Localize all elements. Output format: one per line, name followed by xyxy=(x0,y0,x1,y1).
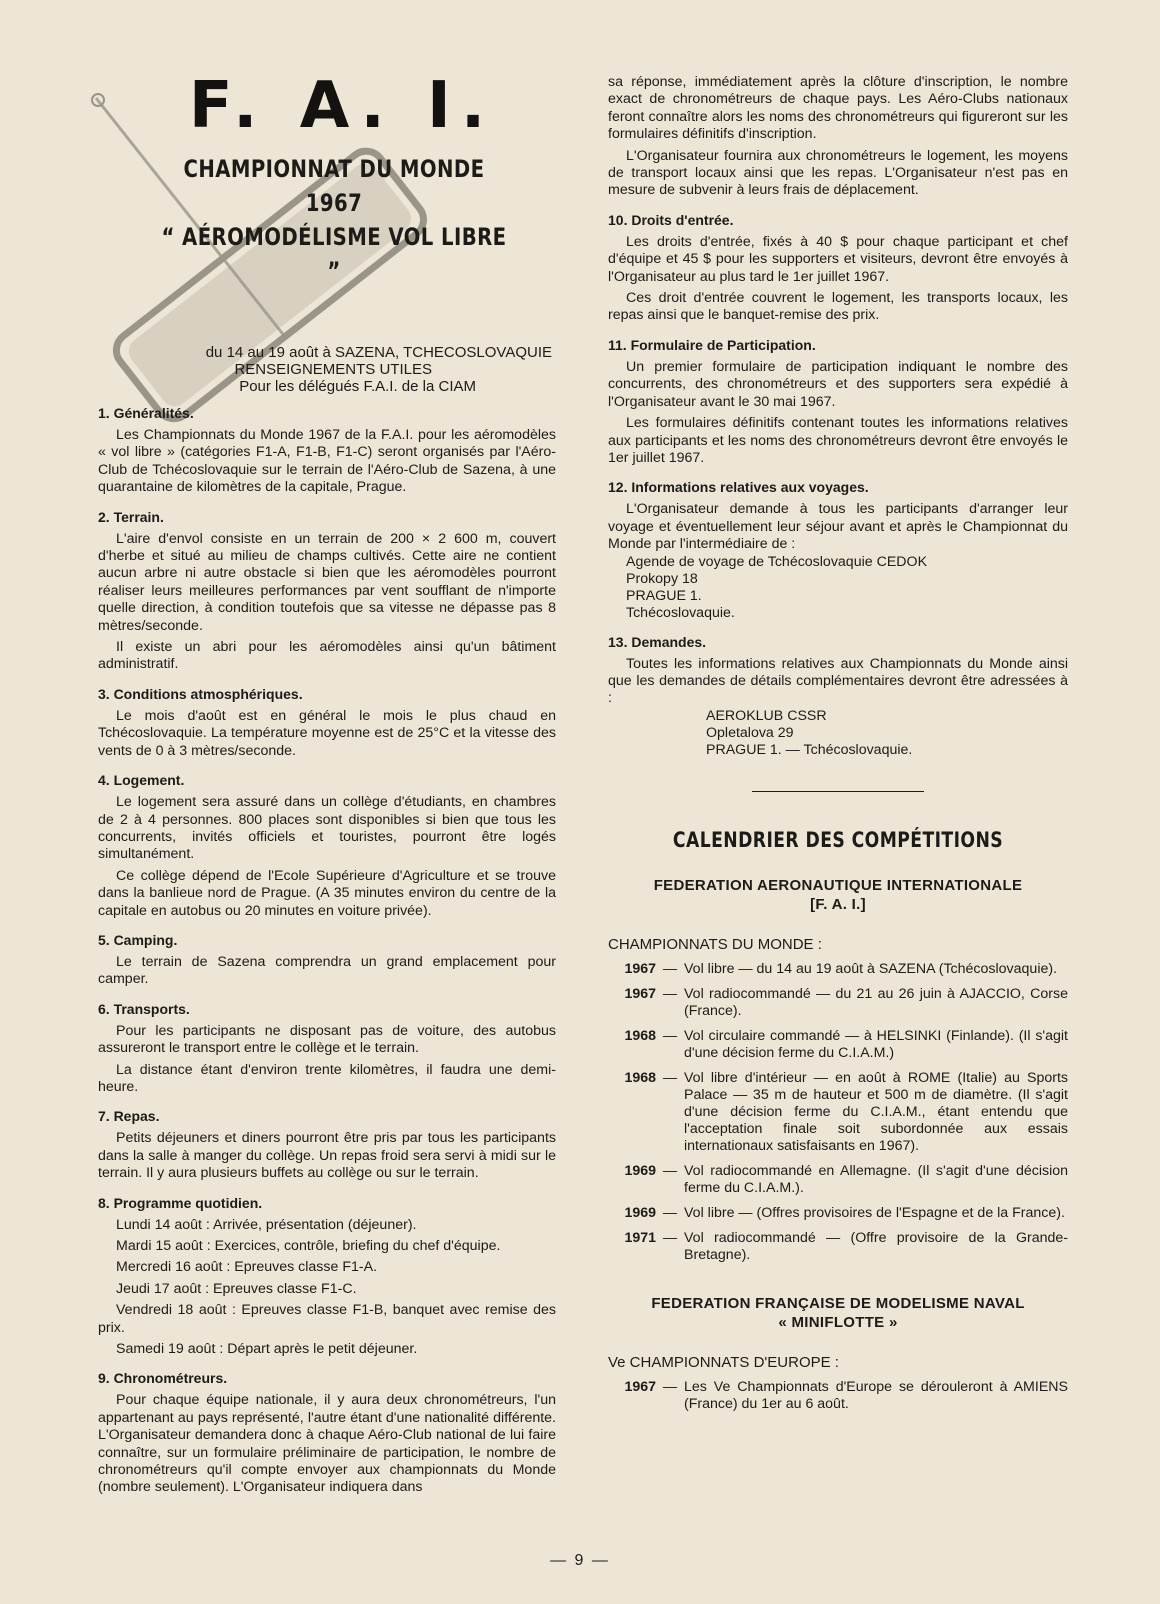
dash: — xyxy=(662,1069,678,1086)
paragraph: Les formulaires définitifs contenant toutes les informations relatives aux participants et les noms des chronométreurs devront être envoyés le 1er juillet 1967. xyxy=(608,415,1068,466)
event-year: 1969 xyxy=(624,1204,656,1221)
section-heading: 13. Demandes. xyxy=(608,633,707,650)
dash: — xyxy=(662,1027,678,1044)
event-item xyxy=(608,1230,1068,1264)
event-year: 1967 xyxy=(624,1378,656,1395)
championship-title: CHAMPIONNAT DU MONDE 1967 xyxy=(183,155,485,217)
left-column xyxy=(98,70,556,1497)
championship-subtitle: “ AÉROMODÉLISME VOL LIBRE ” xyxy=(161,223,507,285)
daily-schedule xyxy=(98,1217,556,1359)
dash: — xyxy=(662,960,678,977)
address-line: AEROKLUB CSSR xyxy=(706,707,827,724)
schedule-item: Lundi 14 août : Arrivée, présentation (déjeuner). xyxy=(116,1216,417,1233)
event-item xyxy=(608,1379,1068,1413)
paragraph: Pour les participants ne disposant pas de voiture, des autobus assureront le transport entre le collège et le terrain. xyxy=(98,1022,556,1057)
paragraph: L'Organisateur demande à tous les participants d'arranger leur voyage et éventuellement leur séjour avant et après le Championnat du Monde par l'intermédiaire de : xyxy=(608,501,1068,553)
event-year: 1969 xyxy=(624,1162,656,1179)
event-year: 1968 xyxy=(624,1027,656,1044)
paragraph: Ce collège dépend de l'Ecole Supérieure d'Agriculture et se trouve dans la banlieue nord de Prague. (A 35 minutes environ du centre de la capitale en autobus ou 20 minutes en voiture privée). xyxy=(98,867,556,919)
org-title xyxy=(608,1294,1068,1332)
address-line: Agende de voyage de Tchécoslovaquie CEDOK xyxy=(626,553,928,570)
paragraph: Il existe un abri pour les aéromodèles ainsi qu'un bâtiment administratif. xyxy=(98,639,556,673)
paragraph: Pour chaque équipe nationale, il y aura deux chronométreurs, l'un appartenant au pays représenté, l'autre étant d'une nationalité différente. L'Organisateur demandera donc à chaque Aéro-Club national de lui faire connaître, sur un formulaire préliminaire de participation, le nombre de chronométreurs qu'il compte envoyer aux championnats du Monde (nombre seulement). L'Organisateur indiquera dans xyxy=(98,1392,556,1496)
event-list xyxy=(608,1379,1068,1413)
org-name: FEDERATION FRANÇAISE DE MODELISME NAVAL xyxy=(651,1294,1025,1312)
section-heading: 4. Logement. xyxy=(98,772,185,789)
address-line: PRAGUE 1. xyxy=(626,587,702,604)
section-heading: 9. Chronométreurs. xyxy=(98,1370,228,1387)
paragraph: L'aire d'envol consiste en un terrain de 200 × 2 600 m, couvert d'herbe et situé au milieu de champs cultivés. Cette aire ne contient aucun arbre ni autre obstacle si bien que les aéromodèles pourront réaliser leurs meilleures performances par vent soufflant de n'importe quelle direction, à condition toutefois que sa vitesse ne dépasse pas 8 mètres/seconde. xyxy=(98,530,556,634)
event-text: Vol radiocommandé — (Offre provisoire de la Grande-Bretagne). xyxy=(684,1229,1068,1263)
dash: — xyxy=(662,1204,678,1221)
paragraph: Petits déjeuners et diners pourront être pris par tous les participants dans la salle à manger du collège. Un repas froid sera servi à midi sur le terrain. Il y aura plusieurs buffets au collège ou sur le terrain. xyxy=(98,1130,556,1182)
section-heading: 10. Droits d'entrée. xyxy=(608,211,734,228)
section-heading: 1. Généralités. xyxy=(98,405,194,421)
event-text: Vol libre — du 14 au 19 août à SAZENA (Tchécoslovaquie). xyxy=(684,960,1058,977)
event-text: Vol radiocommandé — du 21 au 26 juin à AJACCIO, Corse (France). xyxy=(684,985,1068,1019)
section-heading: 3. Conditions atmosphériques. xyxy=(98,685,303,702)
address-line: Tchécoslovaquie. xyxy=(626,604,735,621)
paragraph: Ces droit d'entrée couvrent le logement, les transports locaux, les repas ainsi que le banquet-remise des prix. xyxy=(608,290,1068,324)
section-heading: 7. Repas. xyxy=(98,1108,160,1125)
paragraph: Le terrain de Sazena comprendra un grand emplacement pour camper. xyxy=(98,953,556,988)
schedule-item: Mercredi 16 août : Epreuves classe F1-A. xyxy=(116,1259,378,1276)
event-item xyxy=(608,1205,1068,1222)
paragraph: Les droits d'entrée, fixés à 40 $ pour chaque participant et chef d'équipe et 45 $ pour les supporters et visiteurs, devront être envoyés à l'Organisateur au plus tard le 1er juillet 1967. xyxy=(608,233,1068,285)
event-text: Vol libre — (Offres provisoires de l'Espagne et de la France). xyxy=(684,1204,1065,1221)
address-line: Opletalova 29 xyxy=(706,724,794,741)
schedule-item: Samedi 19 août : Départ après le petit déjeuner. xyxy=(116,1341,418,1358)
info-heading: RENSEIGNEMENTS UTILES xyxy=(234,361,432,378)
address-line: PRAGUE 1. — Tchécoslovaquie. xyxy=(706,741,913,758)
dash: — xyxy=(662,1229,678,1246)
schedule-item: Mardi 15 août : Exercices, contrôle, briefing du chef d'équipe. xyxy=(116,1238,501,1254)
address-line: Prokopy 18 xyxy=(626,570,698,587)
paragraph: Le logement sera assuré dans un collège d'étudiants, en chambres de 2 à 4 personnes. 800 places sont disponibles si bien que tous les concurrents, invités officiels et touristes, pourront être logés simultanément. xyxy=(98,794,556,863)
dash: — xyxy=(662,1378,678,1395)
page-title: F. A. I. xyxy=(188,69,496,143)
audience-line: Pour les délégués F.A.I. de la CIAM xyxy=(239,378,476,395)
dash: — xyxy=(662,1162,678,1179)
event-list xyxy=(608,961,1068,1264)
event-year: 1967 xyxy=(624,960,656,977)
schedule-item: Vendredi 18 août : Epreuves classe F1-B, banquet avec remise des prix. xyxy=(98,1302,556,1336)
event-text: Les Ve Championnats d'Europe se dérouleront à AMIENS (France) du 1er au 6 août. xyxy=(684,1378,1068,1412)
address-block xyxy=(706,708,1068,759)
event-text: Vol radiocommandé en Allemagne. (Il s'agit d'une décision ferme du C.I.A.M.). xyxy=(684,1162,1068,1196)
event-item xyxy=(608,1028,1068,1062)
paragraph: sa réponse, immédiatement après la clôture d'inscription, le nombre exact de chronométreurs de chaque pays. Les Aéro-Clubs nationaux feront connaître alors les noms des chronométreurs qui figureront sur les formulaires définitifs d'inscription. xyxy=(608,74,1068,143)
event-year: 1967 xyxy=(624,985,656,1002)
section-heading: 5. Camping. xyxy=(98,931,178,948)
section-heading: 2. Terrain. xyxy=(98,508,164,525)
event-item xyxy=(608,986,1068,1020)
paragraph: Un premier formulaire de participation indiquant le nombre des concurrents, des chronométreurs et des supporters sera expédié à l'Organisateur avant le 30 mai 1967. xyxy=(608,358,1068,410)
paragraph: L'Organisateur fournira aux chronométreurs le logement, les moyens de transport locaux ainsi que les repas. L'Organisateur n'est pas en mesure de subvenir à leurs frais de déplacement. xyxy=(608,147,1068,199)
section-heading: 6. Transports. xyxy=(98,1000,190,1017)
section-heading: 8. Programme quotidien. xyxy=(98,1194,263,1211)
section-heading: 11. Formulaire de Participation. xyxy=(608,336,816,353)
paragraph: Toutes les informations relatives aux Championnats du Monde ainsi que les demandes de détails complémentaires devront être adressées à : xyxy=(608,655,1068,707)
org-title xyxy=(608,876,1068,914)
event-text: Vol libre d'intérieur — en août à ROME (Italie) au Sports Palace — 35 m de hauteur et 500 m de diamètre. (Il s'agit d'une décision ferme du C.I.A.M., étant entendu que l'acceptation finale soit subordonnée aux essais internationaux satisfaisants en 1967). xyxy=(684,1069,1068,1154)
event-item xyxy=(608,1070,1068,1155)
section-divider xyxy=(752,791,924,792)
org-subtitle: « MINIFLOTTE » xyxy=(778,1313,898,1331)
schedule-item: Jeudi 17 août : Epreuves classe F1-C. xyxy=(116,1280,357,1297)
org-abbr: [F. A. I.] xyxy=(810,895,866,913)
org-name: FEDERATION AERONAUTIQUE INTERNATIONALE xyxy=(653,876,1023,894)
event-text: Vol circulaire commandé — à HELSINKI (Finlande). (Il s'agit d'une décision ferme du C.I.A.M.) xyxy=(684,1027,1068,1061)
group-label: CHAMPIONNATS DU MONDE : xyxy=(608,935,822,953)
event-year: 1971 xyxy=(624,1229,656,1246)
right-column xyxy=(608,74,1068,1413)
section-heading: 12. Informations relatives aux voyages. xyxy=(608,479,869,496)
address-block xyxy=(626,554,1068,622)
event-item xyxy=(608,961,1068,978)
event-dates-place: du 14 au 19 août à SAZENA, TCHECOSLOVAQUIE xyxy=(205,344,552,361)
group-label: Ve CHAMPIONNATS D'EUROPE : xyxy=(608,1353,839,1371)
event-meta xyxy=(98,344,556,395)
calendar-title: CALENDRIER DES COMPÉTITIONS xyxy=(672,827,1004,852)
dash: — xyxy=(662,985,678,1002)
paragraph: Les Championnats du Monde 1967 de la F.A.I. pour les aéromodèles « vol libre » (catégories F1-A, F1-B, F1-C) seront organisés par l'Aéro-Club de Tchécoslovaquie sur le terrain de l'Aéro-Club de Sazena, à une quarantaine de kilomètres de la capitale, Prague. xyxy=(98,427,556,496)
paragraph: Le mois d'août est en général le mois le plus chaud en Tchécoslovaquie. La température moyenne est de 25°C et la vitesse des vents de 0 à 3 mètres/seconde. xyxy=(98,707,556,759)
event-item xyxy=(608,1163,1068,1197)
page-number: — 9 — xyxy=(550,1552,610,1569)
event-year: 1968 xyxy=(624,1069,656,1086)
paragraph: La distance étant d'environ trente kilomètres, il faudra une demi-heure. xyxy=(98,1061,556,1095)
